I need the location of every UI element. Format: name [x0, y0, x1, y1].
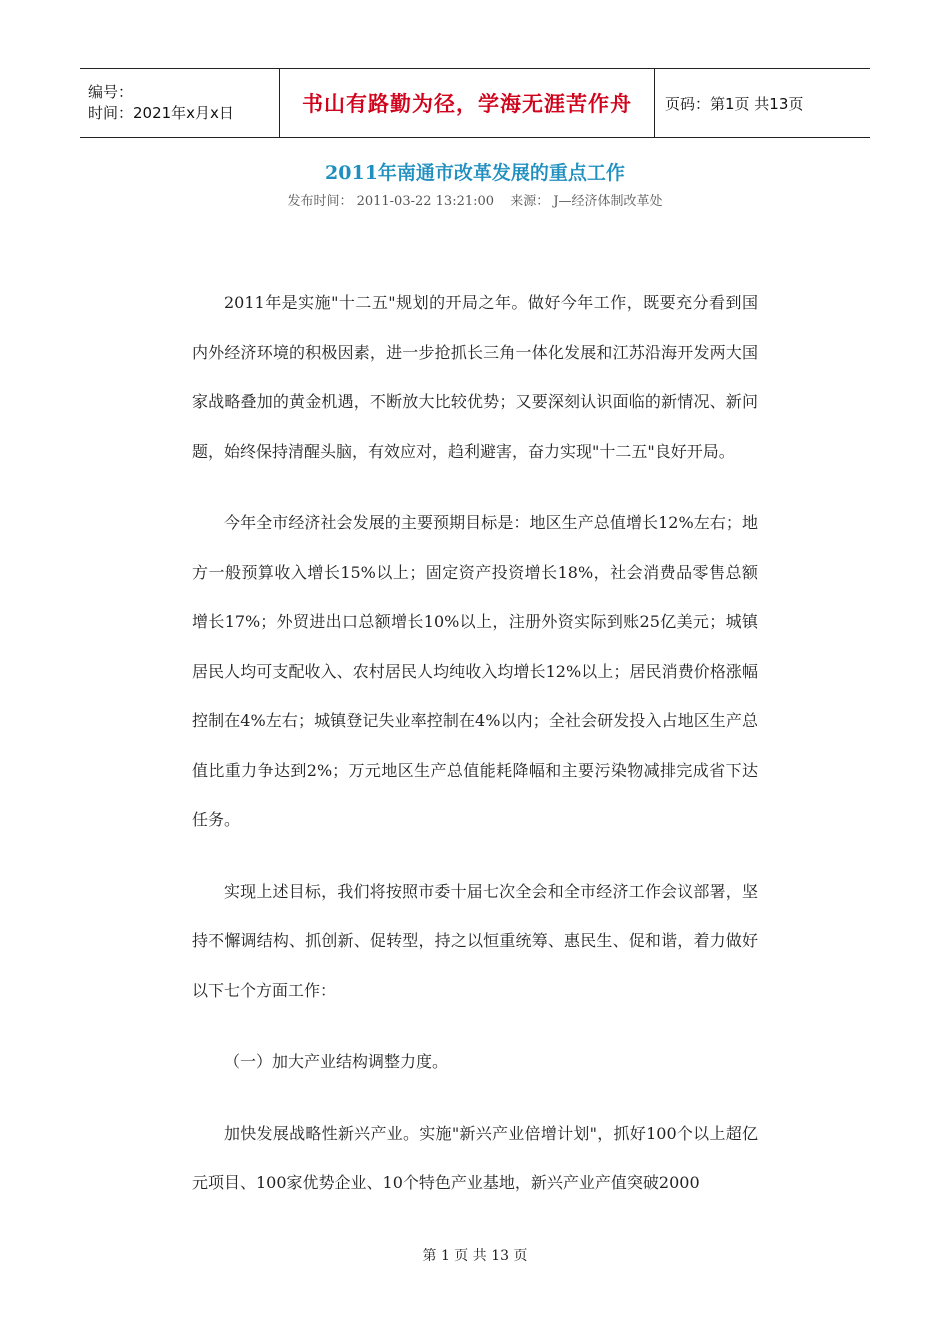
- header-page-cell: [655, 69, 870, 137]
- section-heading: （一）加大产业结构调整力度。: [224, 1052, 449, 1071]
- time-label: 时间：2021年x月x日: [88, 104, 234, 122]
- article-meta: [0, 190, 950, 209]
- number-label: 编号：: [88, 83, 134, 101]
- paragraph: 2011年是实施"十二五"规划的开局之年。做好今年工作，既要充分看到国内外经济环境的积极因素，进一步抢抓长三角一体化发展和江苏沿海开发两大国家战略叠加的黄金机遇，不断放大比较优势；又要深刻认识面临的新情况、新问题，始终保持清醒头脑，有效应对，趋利避害，奋力实现"十二五"良好开局。: [192, 293, 758, 461]
- source: 来源： J—经济体制改革处: [510, 194, 663, 209]
- article-body: [192, 278, 758, 1230]
- motto: 书山有路勤为径，学海无涯苦作舟: [302, 92, 632, 116]
- document-header: [80, 68, 870, 138]
- header-info-cell: [80, 69, 280, 137]
- header-motto-cell: [280, 69, 655, 137]
- page-footer: 第 1 页 共 13 页: [422, 1248, 528, 1264]
- page-info: 页码：第1页 共13页: [665, 94, 804, 113]
- publish-time: 发布时间： 2011-03-22 13:21:00: [287, 194, 495, 209]
- paragraph: 加快发展战略性新兴产业。实施"新兴产业倍增计划"，抓好100个以上超亿元项目、100家优势企业、10个特色产业基地，新兴产业产值突破2000: [192, 1123, 758, 1192]
- article-title: 2011年南通市改革发展的重点工作: [325, 162, 625, 184]
- paragraph: 实现上述目标，我们将按照市委十届七次全会和全市经济工作会议部署，坚持不懈调结构、抓创新、促转型，持之以恒重统筹、惠民生、促和谐，着力做好以下七个方面工作：: [192, 881, 758, 1000]
- paragraph: 今年全市经济社会发展的主要预期目标是：地区生产总值增长12%左右；地方一般预算收入增长15%以上；固定资产投资增长18%，社会消费品零售总额增长17%；外贸进出口总额增长10%以上，注册外资实际到账25亿美元；城镇居民人均可支配收入、农村居民人均纯收入均增长12%以上；居民消费价格涨幅控制在4%左右；城镇登记失业率控制在4%以内；全社会研发投入占地区生产总值比重力争达到2%；万元地区生产总值能耗降幅和主要污染物减排完成省下达任务。: [192, 513, 758, 829]
